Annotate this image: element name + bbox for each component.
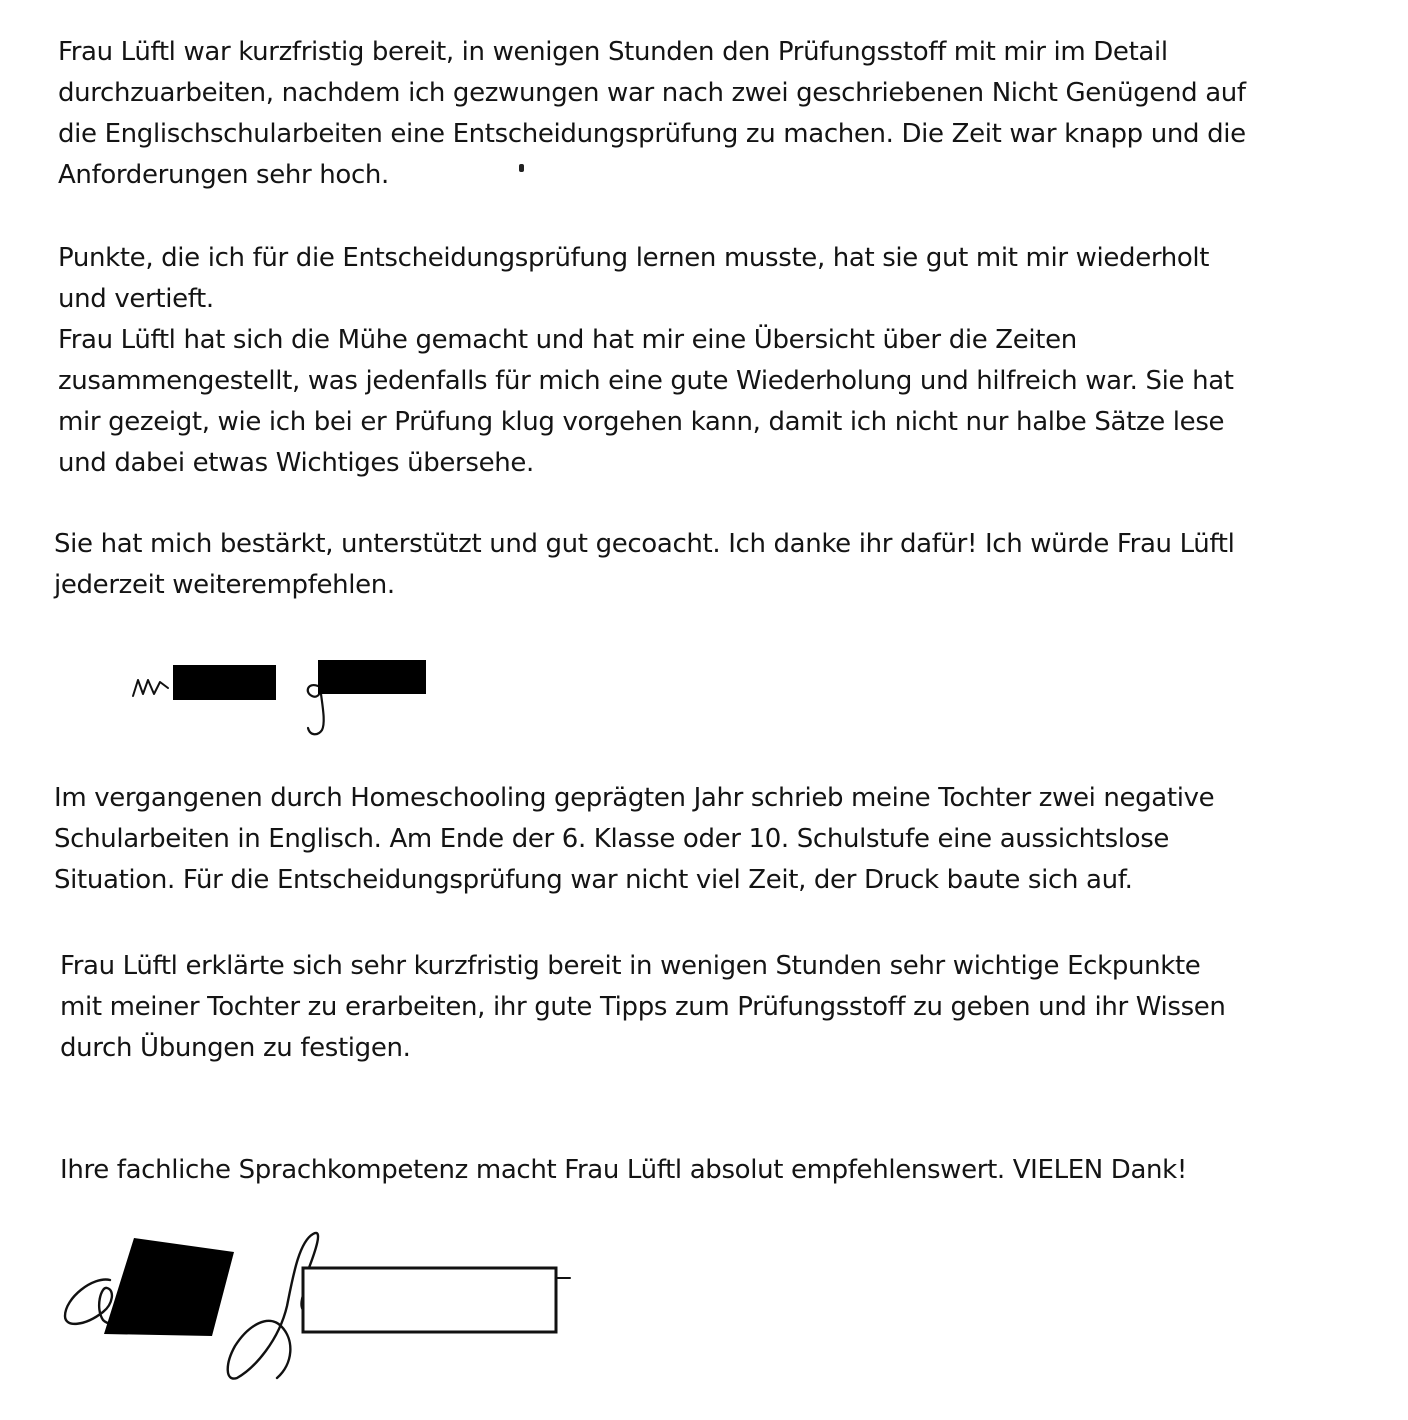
letter1-paragraph-2: Punkte, die ich für die Entscheidungsprüfung lernen musste, hat sie gut mit mir wiederholt und vertieft. Frau Lüftl hat sich die Mühe gemacht und hat mir eine Übersicht über die Zeiten zusammengestellt, was jedenfalls für mich eine gute Wiederholung und hilfreich war. Sie hat mir gezeigt, wie ich bei er Prüfung klug vorgehen kann, damit ich nicht nur halbe Sätze lese und dabei etwas Wichtiges übersehe. <box>58 243 1234 478</box>
redaction-bar <box>100 1236 240 1340</box>
redaction-bar <box>318 660 426 694</box>
redaction-bar <box>173 665 276 700</box>
letter1-paragraph-3: Sie hat mich bestärkt, unterstützt und gut gecoacht. Ich danke ihr dafür! Ich würde Frau Lüftl jederzeit weiterempfehlen. <box>54 529 1235 600</box>
letter2-paragraph-2: Frau Lüftl erklärte sich sehr kurzfristig bereit in wenigen Stunden sehr wichtige Eckpunkte mit meiner Tochter zu erarbeiten, ihr gute Tipps zum Prüfungsstoff zu geben und ihr Wissen durch Übungen zu festigen. <box>60 951 1226 1063</box>
letter1-paragraph-1: Frau Lüftl war kurzfristig bereit, in wenigen Stunden den Prüfungsstoff mit mir im Detail durchzuarbeiten, nachdem ich gezwungen war nach zwei geschriebenen Nicht Genügend auf die Englischschularbeiten eine Entscheidungsprüfung zu machen. Die Zeit war knapp und die Anforderungen sehr hoch. <box>58 37 1246 190</box>
speck-mark <box>519 164 524 172</box>
letter2-paragraph-3: Ihre fachliche Sprachkompetenz macht Frau Lüftl absolut empfehlenswert. VIELEN Dank! <box>60 1155 1187 1185</box>
letter2-paragraph-1: Im vergangenen durch Homeschooling geprägten Jahr schrieb meine Tochter zwei negative Schularbeiten in Englisch. Am Ende der 6. Klasse oder 10. Schulstufe eine aussichtslose Situation. Für die Entscheidungsprüfung war nicht viel Zeit, der Druck baute sich auf. <box>54 783 1215 895</box>
